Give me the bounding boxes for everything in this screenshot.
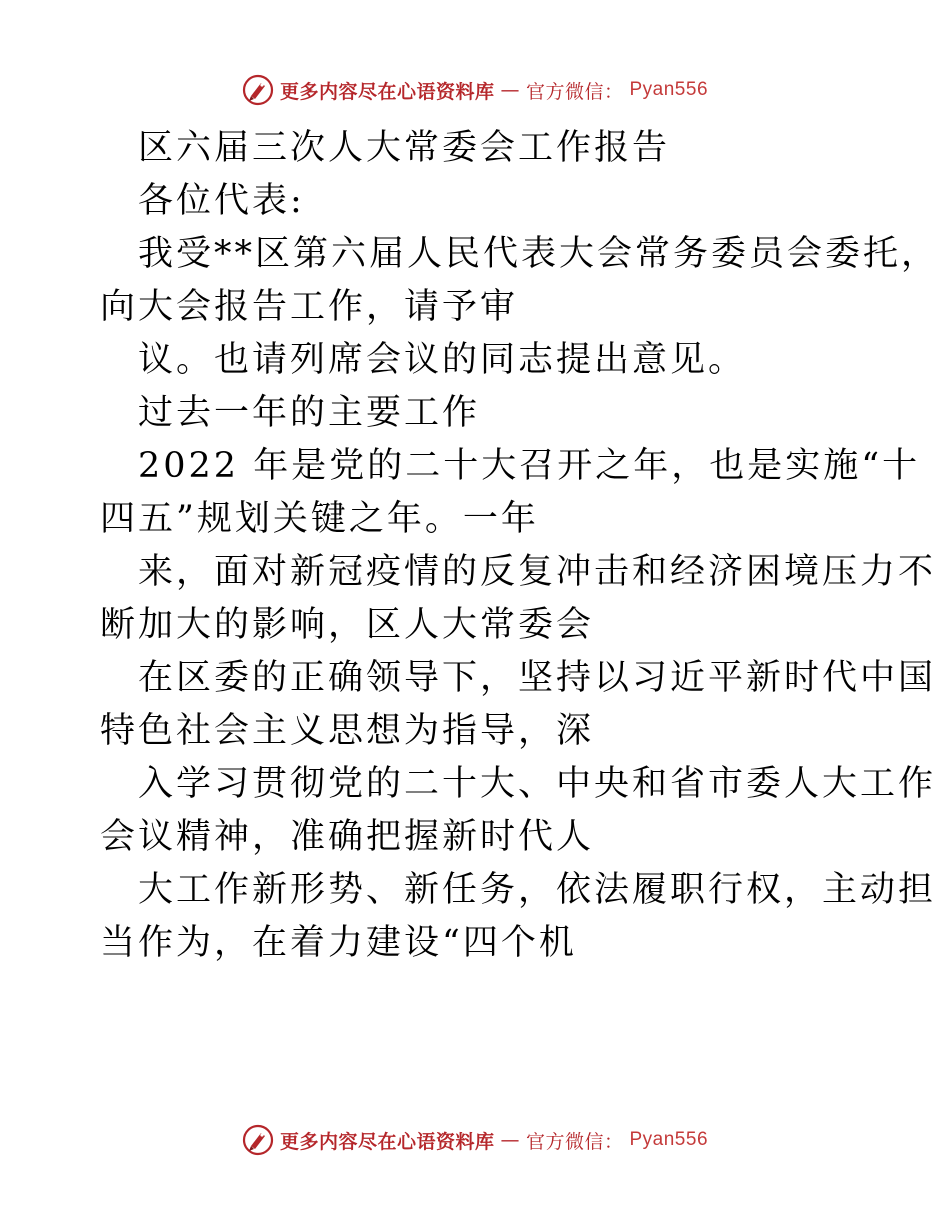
- watermark-dash: —: [500, 1129, 520, 1151]
- paragraph-line: 会议精神，准确把握新时代人: [100, 817, 595, 857]
- paragraph-line: 断加大的影响，区人大常委会: [100, 605, 595, 645]
- paragraph-line: 大工作新形势、新任务，依法履职行权，主动担: [138, 870, 937, 910]
- paragraph-line: 2022 年是党的二十大召开之年，也是实施“十: [138, 446, 921, 486]
- paragraph-line: 四五”规划关键之年。一年: [100, 499, 539, 539]
- paragraph-line: 议。也请列席会议的同志提出意见。: [138, 340, 747, 380]
- watermark-wechat-label: 官方微信：: [525, 80, 624, 103]
- paragraph-line: 在区委的正确领导下，坚持以习近平新时代中国: [138, 658, 937, 698]
- watermark-main-text: 更多内容尽在心语资料库: [279, 80, 495, 103]
- pen-nib-logo-icon: [242, 74, 274, 106]
- paragraph-line: 特色社会主义思想为指导，深: [100, 711, 595, 751]
- salutation: 各位代表:: [138, 181, 305, 221]
- paragraph-line: 来，面对新冠疫情的反复冲击和经济困境压力不: [138, 552, 937, 592]
- watermark-banner-top: [0, 70, 950, 110]
- watermark-banner-bottom: [0, 1120, 950, 1160]
- paragraph-line: 当作为，在着力建设“四个机: [100, 923, 577, 963]
- watermark-dash: —: [500, 79, 520, 101]
- document-body: [100, 122, 940, 970]
- paragraph-line: 向大会报告工作，请予审: [100, 287, 519, 327]
- watermark-wechat-id: Pyan556: [629, 1129, 709, 1150]
- pen-nib-logo-icon: [242, 1124, 274, 1156]
- document-title: 区六届三次人大常委会工作报告: [138, 128, 671, 168]
- section-heading: 过去一年的主要工作: [138, 393, 481, 433]
- paragraph-line: 入学习贯彻党的二十大、中央和省市委人大工作: [138, 764, 937, 804]
- watermark-main-text: 更多内容尽在心语资料库: [279, 1130, 495, 1153]
- paragraph-line: 我受**区第六届人民代表大会常务委员会委托，: [138, 234, 940, 274]
- watermark-wechat-id: Pyan556: [629, 79, 709, 100]
- watermark-wechat-label: 官方微信：: [525, 1130, 624, 1153]
